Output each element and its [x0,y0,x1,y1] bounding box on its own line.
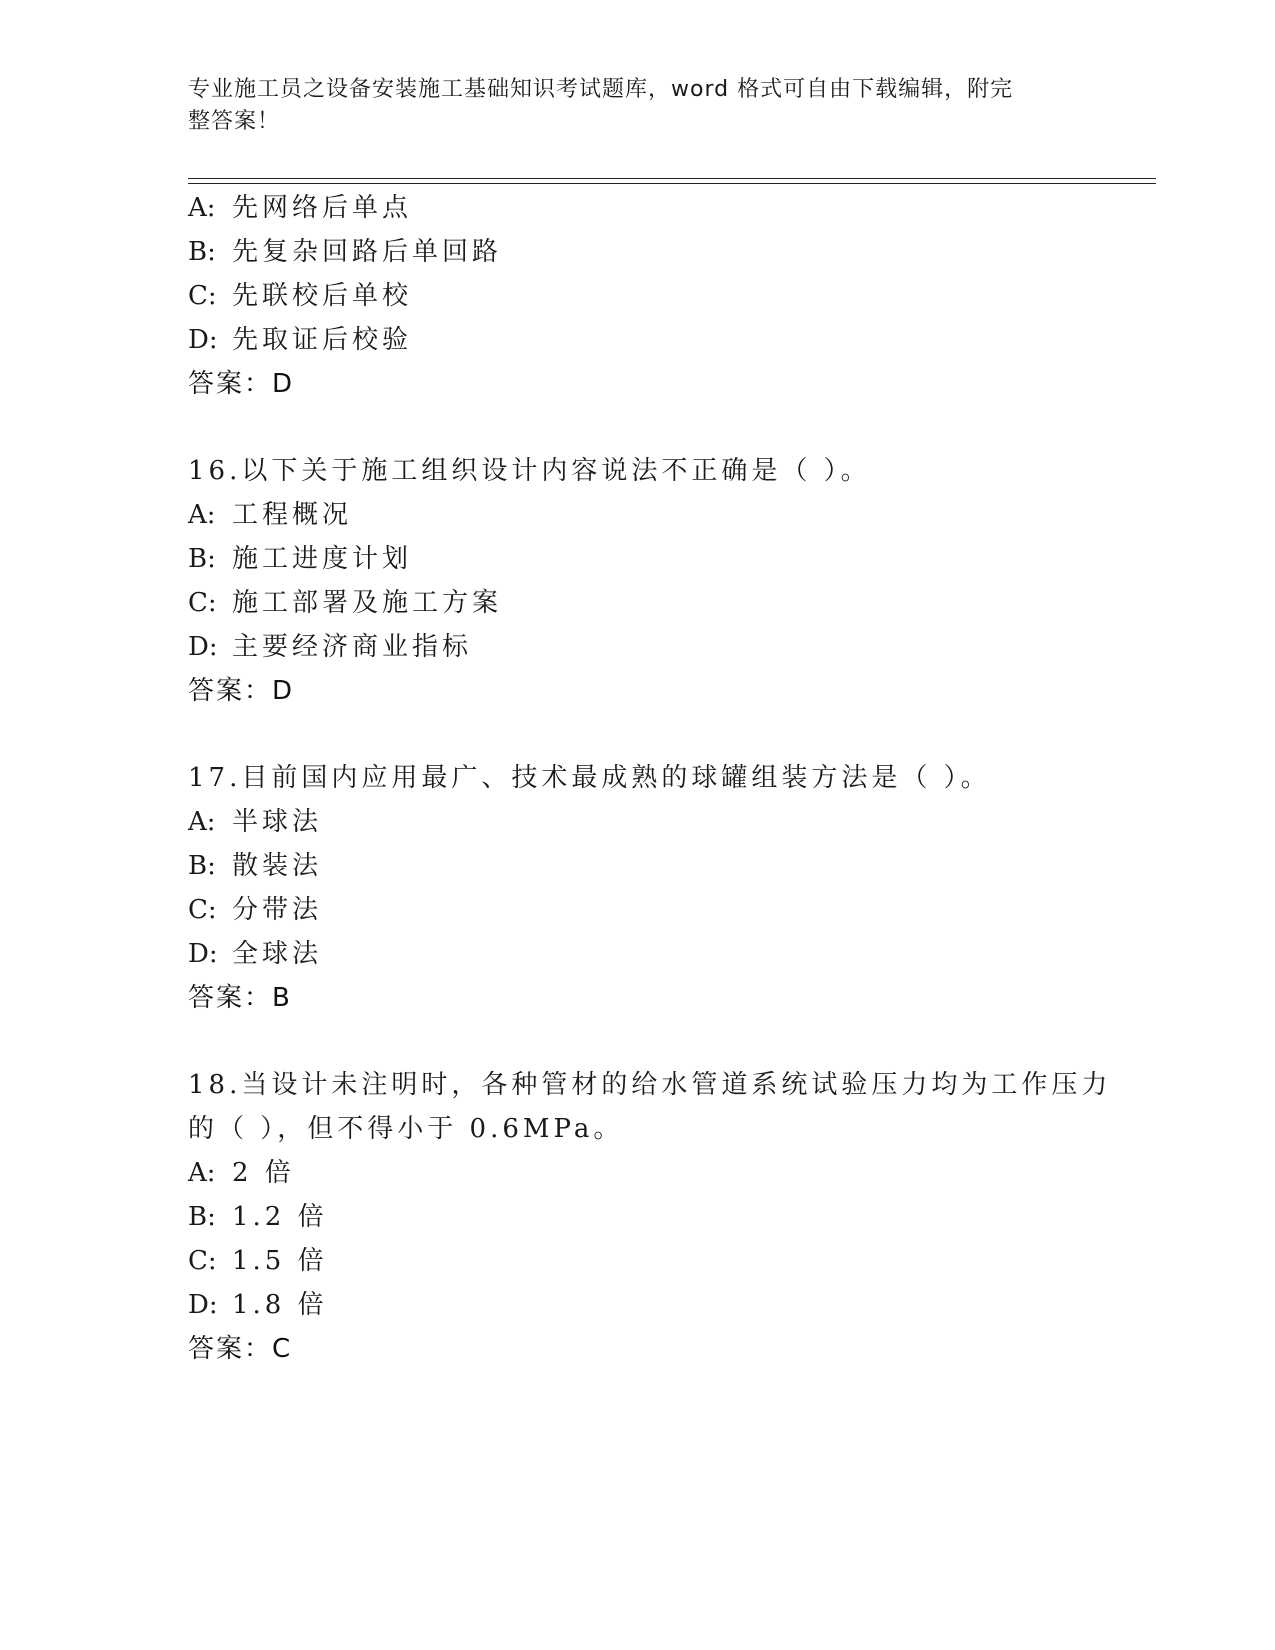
q16-option-d: D: 主要经济商业指标 [188,632,473,662]
q18-answer: 答案：C [188,1334,293,1364]
q18-option-d: D: 1.8 倍 [188,1290,328,1320]
q16-option-b: B: 施工进度计划 [188,544,413,574]
header-line-1: 专业施工员之设备安装施工基础知识考试题库，word 格式可自由下载编辑，附完 [188,77,1014,102]
q15-option-d: D: 先取证后校验 [188,325,413,355]
q15-option-c: C: 先联校后单校 [188,281,413,311]
header-divider-bottom [188,183,1156,184]
q17-question: 17.目前国内应用最广、技术最成熟的球罐组装方法是（ ）。 [188,763,991,793]
q16-answer: 答案：D [188,676,295,706]
q16-option-a: A: 工程概况 [188,500,353,530]
q17-option-a: A: 半球法 [188,807,323,837]
document-header [188,74,1078,138]
header-line-2: 整答案！ [188,109,281,134]
q16-question: 16.以下关于施工组织设计内容说法不正确是（ ）。 [188,456,871,486]
q16-option-c: C: 施工部署及施工方案 [188,588,503,618]
q17-option-b: B: 散装法 [188,851,323,881]
q18-option-a: A: 2 倍 [188,1158,295,1188]
q17-option-d: D: 全球法 [188,939,323,969]
q15-answer: 答案：D [188,369,295,399]
q15-option-b: B: 先复杂回路后单回路 [188,237,503,267]
header-divider-top [188,178,1156,179]
q18-question-line-1: 18.当设计未注明时，各种管材的给水管道系统试验压力均为工作压力 [188,1070,1112,1100]
q17-answer: 答案：B [188,983,292,1013]
q15-option-a: A: 先网络后单点 [188,193,413,223]
q17-option-c: C: 分带法 [188,895,323,925]
q18-option-b: B: 1.2 倍 [188,1202,328,1232]
q18-option-c: C: 1.5 倍 [188,1246,328,1276]
q18-question-line-2: 的（ ），但不得小于 0.6MPa。 [188,1114,624,1144]
